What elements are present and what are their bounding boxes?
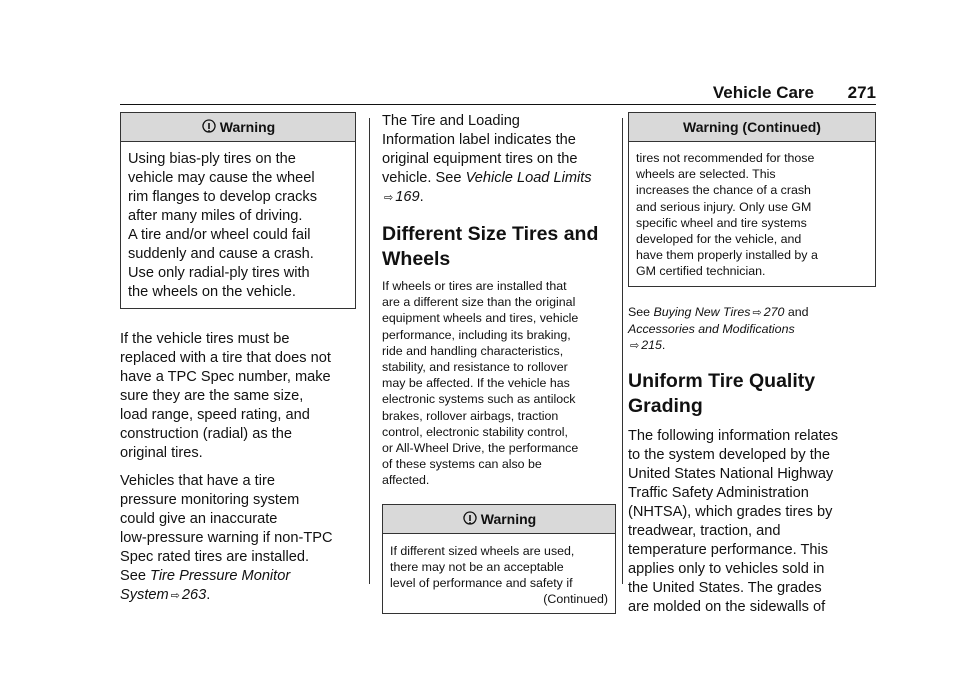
text-line: could give an inaccurate <box>120 511 278 527</box>
warning-line: the wheels on the vehicle. <box>128 284 296 300</box>
period: . <box>419 189 424 205</box>
warning-line: rim flanges to develop cracks <box>128 189 317 205</box>
period: . <box>206 587 211 603</box>
text-line: original tires. <box>120 445 203 461</box>
paragraph <box>120 472 356 606</box>
section-heading: Grading <box>628 395 703 418</box>
section-title: Vehicle Care <box>712 83 814 102</box>
text-line: pressure monitoring system <box>120 492 300 508</box>
text-line: treadwear, traction, and <box>628 523 781 540</box>
text-line: United States National Highway <box>628 466 834 483</box>
warning-line: and serious injury. Only use GM <box>636 199 812 214</box>
column-2 <box>382 112 616 614</box>
text-line <box>628 321 876 337</box>
warning-body <box>383 534 615 614</box>
text-line: to the system developed by the <box>628 447 831 464</box>
period: . <box>661 338 666 353</box>
warning-line: A tire and/or wheel could fail <box>128 227 311 243</box>
see-text: See <box>628 304 651 319</box>
text-line: are a different size than the original <box>382 295 576 310</box>
warning-line: developed for the vehicle, and <box>636 232 802 247</box>
warning-line: tires not recommended for those <box>636 151 815 165</box>
column-3 <box>628 112 876 626</box>
warning-line: level of performance and safety if <box>390 576 573 591</box>
text-line: or All-Wheel Drive, the performance <box>382 441 579 456</box>
text-line: temperature performance. This <box>628 542 829 559</box>
text-line: ride and handling characteristics, <box>382 343 564 358</box>
text-line: Spec rated tires are installed. <box>120 549 310 565</box>
page-reference[interactable]: 263 <box>181 587 207 603</box>
text-line: replaced with a tire that does not <box>120 350 331 366</box>
text-line: performance, including its braking, <box>382 327 571 342</box>
warning-body <box>121 142 355 308</box>
warning-title: Warning <box>480 510 537 527</box>
section-heading: Uniform Tire Quality <box>628 370 816 393</box>
text-line: are molded on the sidewalls of <box>628 599 826 616</box>
warning-line: vehicle may cause the wheel <box>128 170 315 186</box>
text-line <box>382 188 616 208</box>
warning-header <box>383 505 615 534</box>
text-line: equipment wheels and tires, vehicle <box>382 311 579 326</box>
warning-header: Warning (Continued) <box>629 113 875 142</box>
paragraph <box>382 112 616 208</box>
text-line: original equipment tires on the <box>382 151 578 167</box>
column-divider <box>369 118 370 584</box>
warning-box <box>120 112 356 309</box>
page-reference[interactable]: 215 <box>641 338 662 353</box>
warning-line: If different sized wheels are used, <box>390 543 575 558</box>
section-heading: Different Size Tires and <box>382 223 599 245</box>
text-line: the United States. The grades <box>628 580 822 597</box>
text-line: may be affected. If the vehicle has <box>382 376 570 391</box>
text-line: affected. <box>382 473 430 488</box>
text-line: Traffic Safety Administration <box>628 485 809 502</box>
warning-line: increases the chance of a crash <box>636 183 811 198</box>
text-line: low-pressure warning if non-TPC <box>120 530 333 546</box>
paragraph <box>628 304 876 355</box>
page-reference[interactable]: 169 <box>395 189 420 205</box>
warning-icon <box>201 116 217 144</box>
warning-title: Warning <box>219 119 276 135</box>
text-line: stability, and resistance to rollover <box>382 360 568 375</box>
text-fragment: and <box>787 304 809 319</box>
warning-header <box>121 113 355 142</box>
text-line: The Tire and Loading <box>382 113 520 129</box>
see-text: See <box>120 568 146 584</box>
page-number: 271 <box>847 83 876 102</box>
text-line: load range, speed rating, and <box>120 407 310 423</box>
warning-line: wheels are selected. This <box>636 167 776 182</box>
cross-reference-link[interactable]: Tire Pressure Monitor <box>150 568 291 584</box>
text-line: electronic systems such as antilock <box>382 392 576 407</box>
warning-box <box>382 504 616 615</box>
text-line: of these systems can also be <box>382 457 542 472</box>
warning-line: GM certified technician. <box>636 264 766 279</box>
warning-line: suddenly and cause a crash. <box>128 246 314 262</box>
text-line: sure they are the same size, <box>120 388 304 404</box>
text-line: If the vehicle tires must be <box>120 331 290 347</box>
cross-reference-link[interactable]: Vehicle Load Limits <box>465 170 592 186</box>
page-reference[interactable]: 270 <box>763 304 785 319</box>
warning-line: specific wheel and tire systems <box>636 215 807 230</box>
text-line <box>382 169 616 188</box>
column-1 <box>120 112 356 615</box>
text-line: control, electronic stability control, <box>382 424 568 439</box>
text-line: The following information relates <box>628 428 839 445</box>
text-line: Vehicles that have a tire <box>120 473 275 489</box>
warning-line: after many miles of driving. <box>128 208 303 224</box>
column-divider <box>622 118 623 584</box>
cross-reference-link[interactable]: System <box>120 587 169 603</box>
text-line: Information label indicates the <box>382 132 576 148</box>
page-header <box>120 83 876 105</box>
text-line <box>628 337 876 354</box>
text-line <box>120 586 356 606</box>
page-arrow-icon: ⇨ <box>170 590 180 602</box>
paragraph <box>382 278 616 489</box>
warning-line: have them properly installed by a <box>636 248 818 263</box>
continued-label: (Continued) <box>543 592 608 607</box>
paragraph <box>628 427 876 617</box>
page-arrow-icon: ⇨ <box>384 192 394 204</box>
page-arrow-icon: ⇨ <box>630 340 640 353</box>
text-line <box>120 567 356 586</box>
cross-reference-link[interactable]: Buying New Tires <box>653 304 751 319</box>
warning-line: there may not be an acceptable <box>390 559 564 574</box>
warning-box <box>628 112 876 287</box>
page-arrow-icon: ⇨ <box>752 306 762 319</box>
warning-line: Use only radial-ply tires with <box>128 265 310 281</box>
warning-icon <box>462 508 478 536</box>
cross-reference-link[interactable]: Accessories and Modifications <box>628 321 795 336</box>
warning-body <box>629 142 875 286</box>
text-fragment: vehicle. See <box>382 170 462 186</box>
text-line <box>628 304 876 321</box>
text-line: construction (radial) as the <box>120 426 292 442</box>
text-line: brakes, rollover airbags, traction <box>382 408 559 423</box>
warning-line: Using bias-ply tires on the <box>128 151 296 167</box>
text-line: If wheels or tires are installed that <box>382 279 567 293</box>
section-heading: Wheels <box>382 248 451 270</box>
text-line: (NHTSA), which grades tires by <box>628 504 833 521</box>
text-line: applies only to vehicles sold in <box>628 561 825 578</box>
text-line: have a TPC Spec number, make <box>120 369 331 385</box>
paragraph <box>120 330 356 463</box>
